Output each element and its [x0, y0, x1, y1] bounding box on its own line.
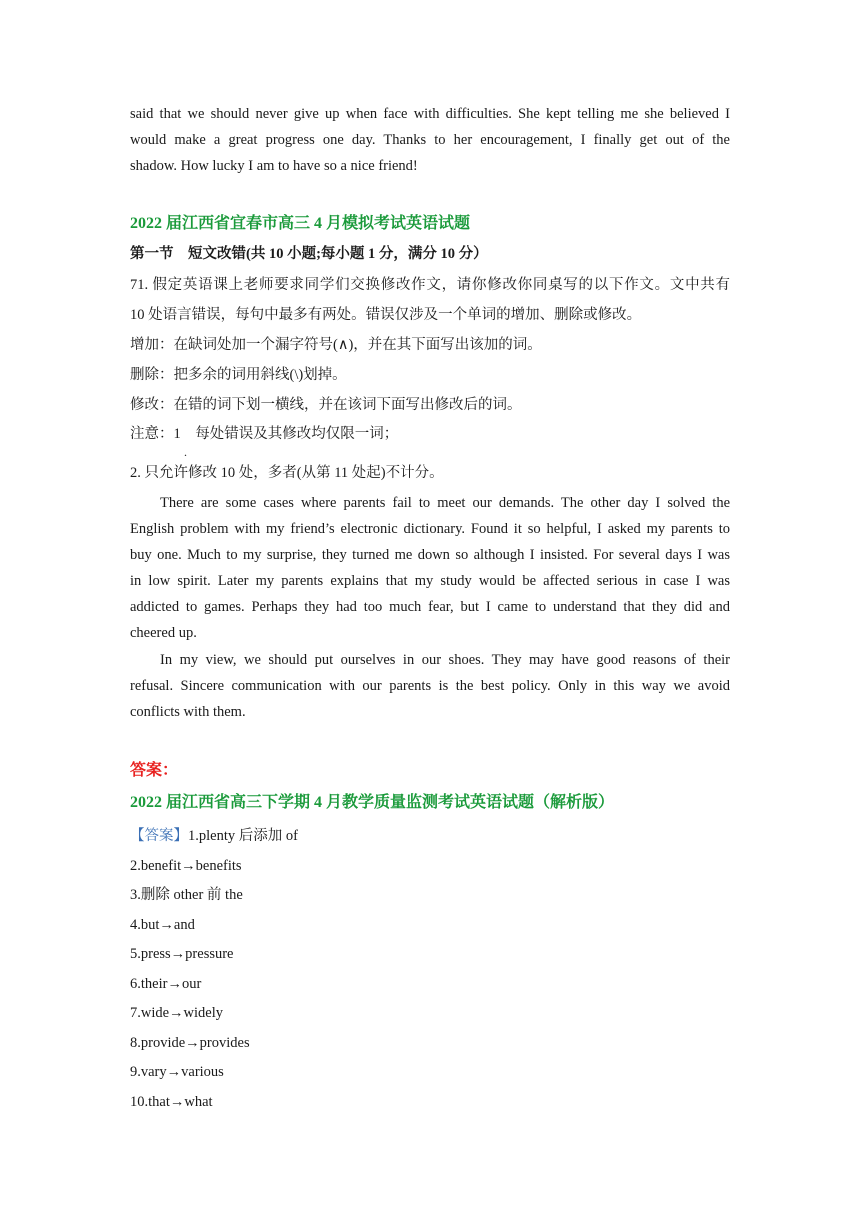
paragraph-line: shadow. How lucky I am to have so a nice friend!	[130, 158, 418, 174]
note-dot: .	[184, 445, 187, 459]
rule-add: 增加：在缺词处加一个漏字符号(∧)，并在其下面写出该加的词。	[130, 337, 542, 353]
paragraph-line: said that we should never give up when face with difficulties. She kept telling me she believed I	[130, 106, 730, 122]
answers-heading: 答案：	[130, 762, 179, 779]
passage-line: buy one. Much to my surprise, they turned me down so although I insisted. For several days I was	[130, 547, 730, 563]
rule-delete: 删除：把多余的词用斜线(\)划掉。	[130, 367, 347, 383]
answer-item: 6.their→our	[130, 976, 202, 992]
passage-line: English problem with my friend’s electronic dictionary. Found it so helpful, I asked my parents to	[130, 521, 730, 537]
answer-item: 2.benefit→benefits	[130, 858, 242, 874]
note-line-2: 2. 只允许修改 10 处，多者(从第 11 处起)不计分。	[130, 465, 444, 481]
answer-item	[130, 826, 730, 846]
section-title: 2022 届江西省宜春市高三 4 月模拟考试英语试题	[130, 215, 471, 232]
answer-item-text: 1.plenty 后添加 of	[188, 828, 298, 844]
answer-tag: 【答案】	[130, 828, 188, 844]
passage-line: In my view, we should put ourselves in our shoes. They may have good reasons of their	[160, 652, 730, 668]
passage-line: refusal. Sincere communication with our parents is the best policy. Only in this way we avoid	[130, 678, 730, 694]
note-line: 注意：1 每处错误及其修改均仅限一词；	[130, 426, 399, 442]
passage-line: conflicts with them.	[130, 704, 246, 720]
passage-line: in low spirit. Later my parents explains that my study would be affected serious in case I was	[130, 573, 730, 589]
passage-line: addicted to games. Perhaps they had too much fear, but I came to understand that they did and	[130, 599, 730, 615]
answer-item: 5.press→pressure	[130, 946, 234, 962]
paragraph-line: would make a great progress one day. Thanks to her encouragement, I finally get out of the	[130, 132, 730, 148]
question-line: 10 处语言错误，每句中最多有两处。错误仅涉及一个单词的增加、删除或修改。	[130, 307, 642, 323]
rule-modify: 修改：在错的词下划一横线，并在该词下面写出修改后的词。	[130, 397, 522, 413]
answer-item: 3.删除 other 前 the	[130, 887, 243, 903]
answer-item: 4.but→and	[130, 917, 195, 933]
answers-title: 2022 届江西省高三下学期 4 月教学质量监测考试英语试题（解析版）	[130, 794, 615, 811]
answer-item: 8.provide→provides	[130, 1035, 250, 1051]
passage-line: There are some cases where parents fail to meet our demands. The other day I solved the	[160, 495, 730, 511]
answer-item: 10.that→what	[130, 1094, 213, 1110]
answer-item: 7.wide→widely	[130, 1005, 224, 1021]
answer-item: 9.vary→various	[130, 1064, 224, 1080]
passage-line: cheered up.	[130, 625, 197, 641]
section-subtitle: 第一节 短文改错(共 10 小题;每小题 1 分，满分 10 分）	[130, 246, 488, 262]
question-line: 71. 假定英语课上老师要求同学们交换修改作文，请你修改你同桌写的以下作文。文中共有	[130, 277, 730, 293]
